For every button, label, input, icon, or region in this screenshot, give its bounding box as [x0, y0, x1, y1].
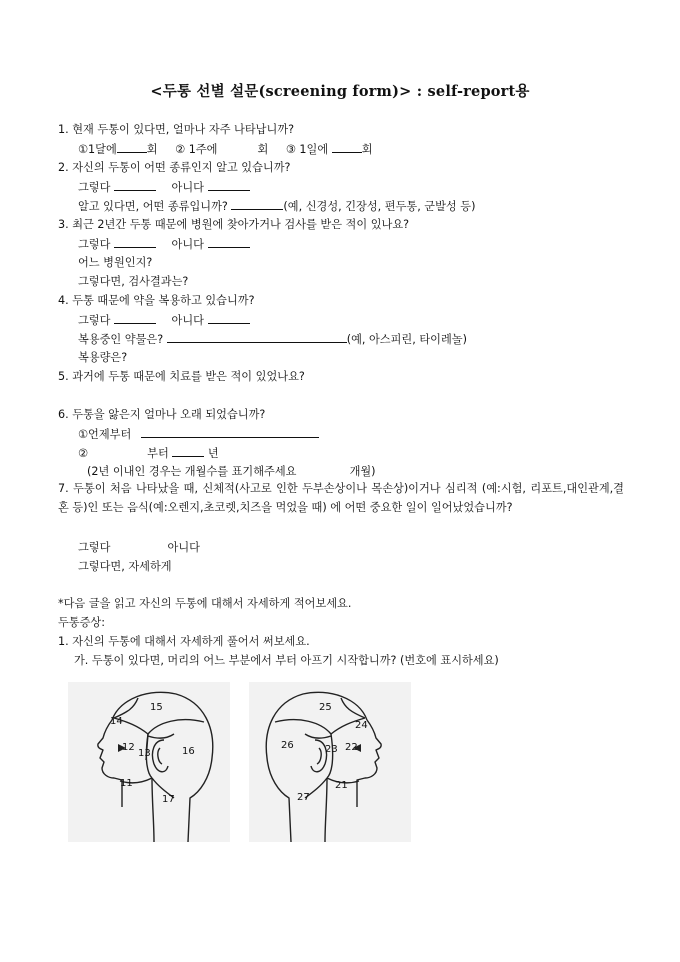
question-4: 4. 두통 때문에 약을 복용하고 있습니까?	[58, 294, 255, 307]
head-right-face-profile	[357, 720, 381, 807]
q1-month-blank[interactable]	[117, 142, 147, 153]
region-11: 11	[120, 778, 133, 789]
q3-no-blank[interactable]	[208, 237, 250, 248]
q4-no-blank[interactable]	[208, 313, 250, 324]
q2-type-blank[interactable]	[231, 199, 283, 210]
region-26: 26	[281, 740, 294, 751]
q6-years-unit: 년	[207, 447, 219, 460]
q2-no-blank[interactable]	[208, 180, 250, 191]
region-16: 16	[182, 746, 195, 757]
q6-note-text: (2년 이내인 경우는 개월수를 표기해주세요	[87, 465, 297, 478]
head-diagram-left-side	[68, 682, 230, 842]
question-4-medication	[78, 332, 467, 347]
symptom-question-1: 1. 자신의 두통에 대해서 자세하게 풀어서 써보세요.	[58, 635, 310, 648]
region-17: 17	[162, 794, 175, 805]
region-15: 15	[150, 702, 163, 713]
question-5: 5. 과거에 두통 때문에 치료를 받은 적이 있었나요?	[58, 370, 305, 383]
q2-yes-label: 그렇다	[78, 181, 111, 194]
q3-yes-blank[interactable]	[114, 237, 156, 248]
region-23: 23	[325, 744, 338, 755]
head-right-skull-outline	[266, 692, 367, 842]
q6-years-blank[interactable]	[172, 446, 204, 457]
question-1-options	[78, 142, 373, 157]
region-25: 25	[319, 702, 332, 713]
question-6-option-1	[78, 427, 319, 442]
q2-yes-blank[interactable]	[114, 180, 156, 191]
question-6: 6. 두통을 앓은지 얼마나 오래 되었습니까?	[58, 408, 266, 421]
q2-sub-label: 알고 있다면, 어떤 종류입니까?	[78, 200, 228, 213]
head-left-face-profile	[98, 720, 122, 807]
q3-yes-label: 그렇다	[78, 238, 111, 251]
question-6-note	[87, 465, 376, 479]
q2-no-label: 아니다	[171, 181, 204, 194]
q4-yes-label: 그렇다	[78, 314, 111, 327]
question-2-sub	[78, 199, 475, 214]
symptom-question-1a: 가. 두통이 있다면, 머리의 어느 부분에서 부터 아프기 시작합니까? (번호에 표시하세요)	[74, 654, 499, 667]
q1-day-blank[interactable]	[332, 142, 362, 153]
question-7-answers	[78, 541, 200, 555]
symptoms-label: 두통증상:	[58, 616, 105, 629]
page-title: <두통 선별 설문(screening form)> : self-report용	[150, 83, 530, 100]
region-24: 24	[355, 720, 368, 731]
q3-result-label: 그렇다면, 검사결과는?	[78, 275, 189, 288]
q6-option-2-marker: ②	[78, 447, 89, 460]
region-13: 13	[138, 748, 151, 759]
head-left-svg	[68, 682, 230, 842]
q1-day-unit: 회	[361, 143, 373, 156]
q6-months-unit: 개월)	[349, 465, 376, 478]
head-right-svg	[249, 682, 411, 842]
q1-option-month: ①1달에	[78, 143, 117, 156]
question-6-option-2	[78, 446, 219, 461]
region-14: 14	[110, 716, 123, 727]
head-left-ear	[152, 740, 168, 772]
q3-no-label: 아니다	[171, 238, 204, 251]
q1-option-week: ② 1주에	[175, 143, 218, 156]
head-left-skull-outline	[112, 692, 213, 842]
q4-yes-blank[interactable]	[114, 313, 156, 324]
q7-no-label: 아니다	[167, 541, 200, 554]
q4-no-label: 아니다	[171, 314, 204, 327]
q6-from-label: 부터	[147, 447, 169, 460]
q1-option-day: ③ 1일에	[285, 143, 329, 156]
question-2-answers	[78, 180, 250, 195]
question-3-answers	[78, 237, 250, 252]
q6-since-label: ①언제부터	[78, 428, 132, 441]
q7-details-label: 그렇다면, 자세하게	[78, 560, 172, 573]
question-2: 2. 자신의 두통이 어떤 종류인지 알고 있습니까?	[58, 161, 291, 174]
q4-medication-example: (예, 아스피린, 타이레놀)	[346, 333, 467, 346]
q4-dosage-label: 복용량은?	[78, 351, 128, 364]
head-diagram-right-side	[249, 682, 411, 842]
region-21: 21	[335, 780, 348, 791]
q6-since-blank[interactable]	[141, 427, 319, 438]
q4-medication-blank[interactable]	[167, 332, 347, 343]
q1-week-unit: 회	[257, 143, 269, 156]
region-12: 12	[122, 742, 135, 753]
question-3: 3. 최근 2년간 두통 때문에 병원에 찾아가거나 검사를 받은 적이 있나요?	[58, 218, 410, 231]
region-27: 27	[297, 792, 310, 803]
q1-month-unit: 회	[146, 143, 158, 156]
q3-hospital-label: 어느 병원인지?	[78, 256, 153, 269]
instruction-text: *다음 글을 읽고 자신의 두통에 대해서 자세하게 적어보세요.	[58, 597, 352, 610]
q7-yes-label: 그렇다	[78, 541, 111, 554]
question-7: 7. 두통이 처음 나타났을 때, 신체적(사고로 인한 두부손상이나 목손상)이거나 심리적 (예:시험, 리포트,대인관계,결혼 등)인 또는 음식(예:오렌지,초코렛,치즈을 먹었을 때) 에 어떤 중요한 일이 일어났었습니까?	[58, 482, 624, 514]
question-4-answers	[78, 313, 250, 328]
region-22: 22	[345, 742, 358, 753]
question-1: 1. 현재 두통이 있다면, 얼마나 자주 나타납니까?	[58, 123, 295, 136]
q2-sub-example: (예, 신경성, 긴장성, 편두통, 군발성 등)	[283, 200, 476, 213]
q4-medication-label: 복용중인 약물은?	[78, 333, 164, 346]
